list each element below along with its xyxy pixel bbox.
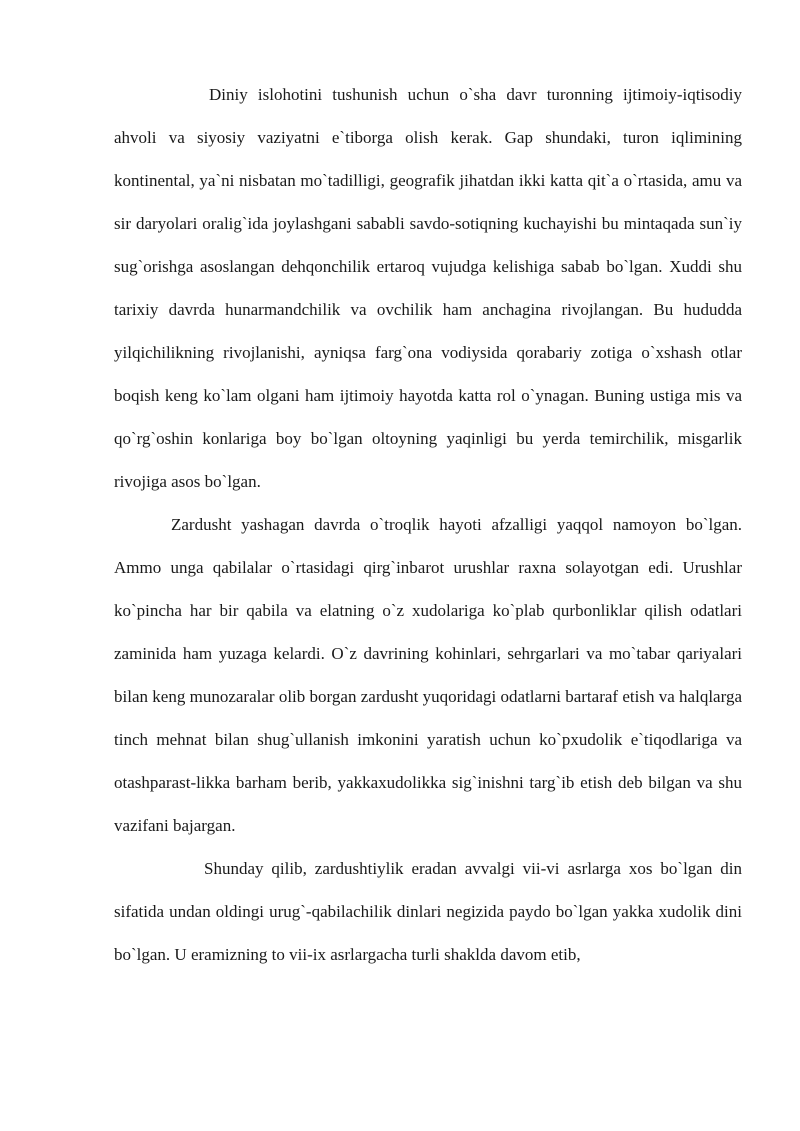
paragraph-2: Zardusht yashagan davrda o`troqlik hayoti afzalligi yaqqol namoyon bo`lgan. Ammo unga qabilalar o`rtasidagi qirg`inbarot urushlar raxna solayotgan edi. Urushlar ko`pincha har bir qabila va elatning o`z xudolariga ko`plab qurbonliklar qilish odatlari zaminida ham yuzaga kelardi. O`z davrining kohinlari, sehrgarlari va mo`tabar qariyalari bilan keng munozaralar olib borgan zardusht yuqoridagi odatlarni bartaraf etish va halqlarga tinch mehnat bilan shug`ullanish imkonini yaratish uchun ko`pxudolik e`tiqodlariga va otashparast-likka barham berib, yakkaxudolikka sig`inishni targ`ib etish deb bilgan va shu vazifani bajargan. <box>114 515 742 835</box>
paragraph-3: Shunday qilib, zardushtiylik eradan avvalgi vii-vi asrlarga xos bo`lgan din sifatida undan oldingi urug`-qabilachilik dinlari negizida paydo bo`lgan yakka xudolik dini bo`lgan. U eramizning to vii-ix asrlargacha turli shaklda davom etib, <box>114 859 742 964</box>
document-body <box>114 73 742 976</box>
paragraph-1: Diniy islohotini tushunish uchun o`sha davr turonning ijtimoiy-iqtisodiy ahvoli va siyosiy vaziyatni e`tiborga olish kerak. Gap shundaki, turon iqlimining kontinental, ya`ni nisbatan mo`tadilligi, geografik jihatdan ikki katta qit`a o`rtasida, amu va sir daryolari oralig`ida joylashgani sababli savdo-sotiqning kuchayishi bu mintaqada sun`iy sug`orishga asoslangan dehqonchilik ertaroq vujudga kelishiga sabab bo`lgan. Xuddi shu tarixiy davrda hunarmandchilik va ovchilik ham anchagina rivojlangan. Bu hududda yilqichilikning rivojlanishi, ayniqsa farg`ona vodiysida qorabariy zotiga o`xshash otlar boqish keng ko`lam olgani ham ijtimoiy hayotda katta rol o`ynagan. Buning ustiga mis va qo`rg`oshin konlariga boy bo`lgan oltoyning yaqinligi bu yerda temirchilik, misgarlik rivojiga asos bo`lgan. <box>114 85 742 491</box>
